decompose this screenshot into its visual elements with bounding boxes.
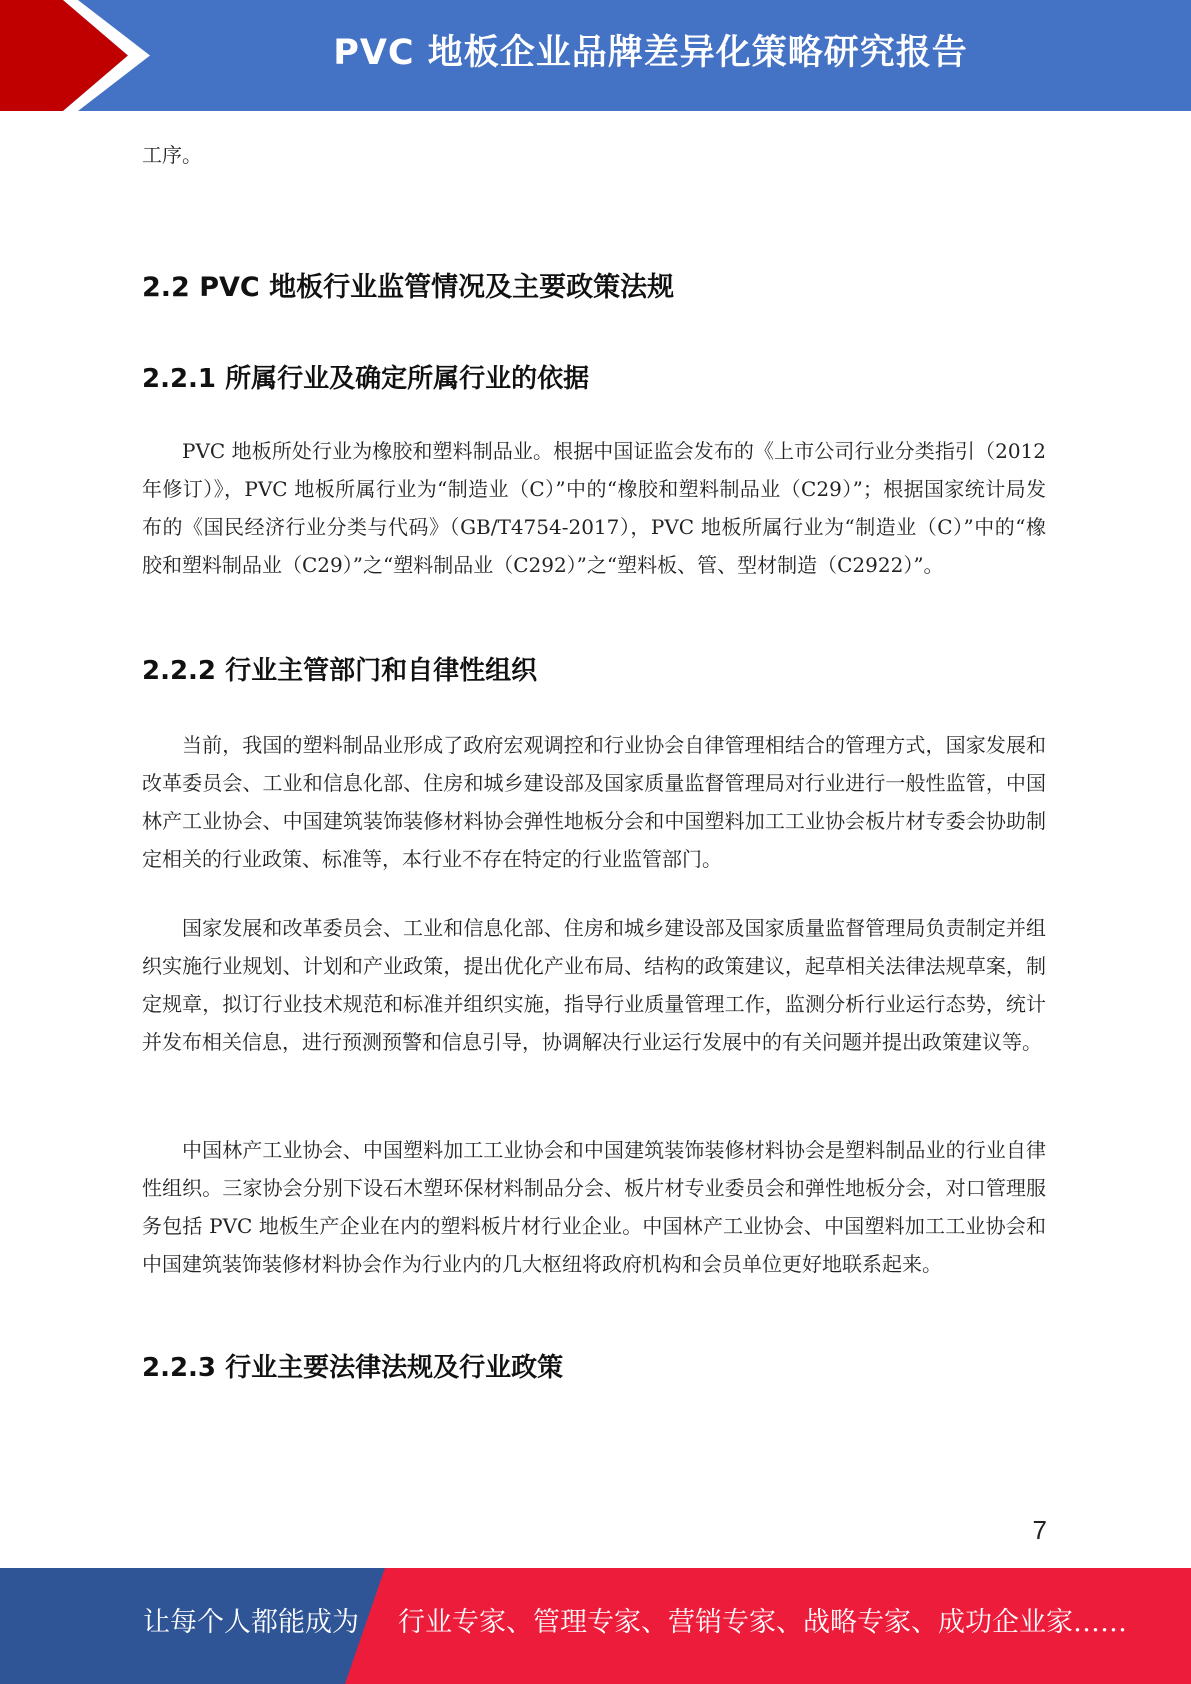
paragraph: 中国林产工业协会、中国塑料加工工业协会和中国建筑装饰装修材料协会是塑料制品业的行业自律性组织。三家协会分别下设石木塑环保材料制品分会、板片材专业委员会和弹性地板分会，对口管理服务包括 PVC 地板生产企业在内的塑料板片材行业企业。中国林产工业协会、中国塑料加工工业协会和中国建筑装饰装修材料协会作为行业内的几大枢纽将政府机构和会员单位更好地联系起来。	[142, 1138, 1046, 1276]
intro-fragment: 工序。	[142, 143, 202, 167]
report-title: PVC 地板企业品牌差异化策略研究报告	[333, 33, 968, 73]
page-footer	[0, 1568, 1191, 1684]
section-heading-2-2-1: 2.2.1 所属行业及确定所属行业的依据	[142, 364, 590, 394]
section-heading-2-2: 2.2 PVC 地板行业监管情况及主要政策法规	[142, 272, 675, 303]
paragraph: PVC 地板所处行业为橡胶和塑料制品业。根据中国证监会发布的《上市公司行业分类指引（2012 年修订）》，PVC 地板所属行业为“制造业（C）”中的“橡胶和塑料制品业（C29）”；根据国家统计局发布的《国民经济行业分类与代码》（GB/T4754-2017），PVC 地板所属行业为“制造业（C）”中的“橡胶和塑料制品业（C29）”之“塑料制品业（C292）”之“塑料板、管、型材制造（C2922）”。	[142, 439, 1046, 577]
section-2-2-1-body	[142, 432, 1046, 584]
section-2-2-2-body-3	[142, 1131, 1046, 1283]
footer-slogan-right: 行业专家、管理专家、营销专家、战略专家、成功企业家……	[398, 1607, 1127, 1638]
section-heading-2-2-2: 2.2.2 行业主管部门和自律性组织	[142, 656, 538, 686]
paragraph: 国家发展和改革委员会、工业和信息化部、住房和城乡建设部及国家质量监督管理局负责制定并组织实施行业规划、计划和产业政策，提出优化产业布局、结构的政策建议，起草相关法律法规草案，制定规章，拟订行业技术规范和标准并组织实施，指导行业质量管理工作，监测分析行业运行态势，统计并发布相关信息，进行预测预警和信息引导，协调解决行业运行发展中的有关问题并提出政策建议等。	[142, 916, 1046, 1054]
section-2-2-2-body	[142, 726, 1046, 878]
intro-fragment-block	[142, 136, 1046, 174]
section-2-2-2-body-2	[142, 909, 1046, 1061]
paragraph: 当前，我国的塑料制品业形成了政府宏观调控和行业协会自律管理相结合的管理方式，国家发展和改革委员会、工业和信息化部、住房和城乡建设部及国家质量监督管理局对行业进行一般性监管，中国林产工业协会、中国建筑装饰装修材料协会弹性地板分会和中国塑料加工工业协会板片材专委会协助制定相关的行业政策、标准等，本行业不存在特定的行业监管部门。	[142, 733, 1046, 871]
footer-slogan-left: 让每个人都能成为	[143, 1607, 359, 1638]
section-heading-2-2-3: 2.2.3 行业主要法律法规及行业政策	[142, 1353, 564, 1383]
page-number: 7	[1032, 1515, 1047, 1545]
page-header	[0, 0, 1191, 111]
